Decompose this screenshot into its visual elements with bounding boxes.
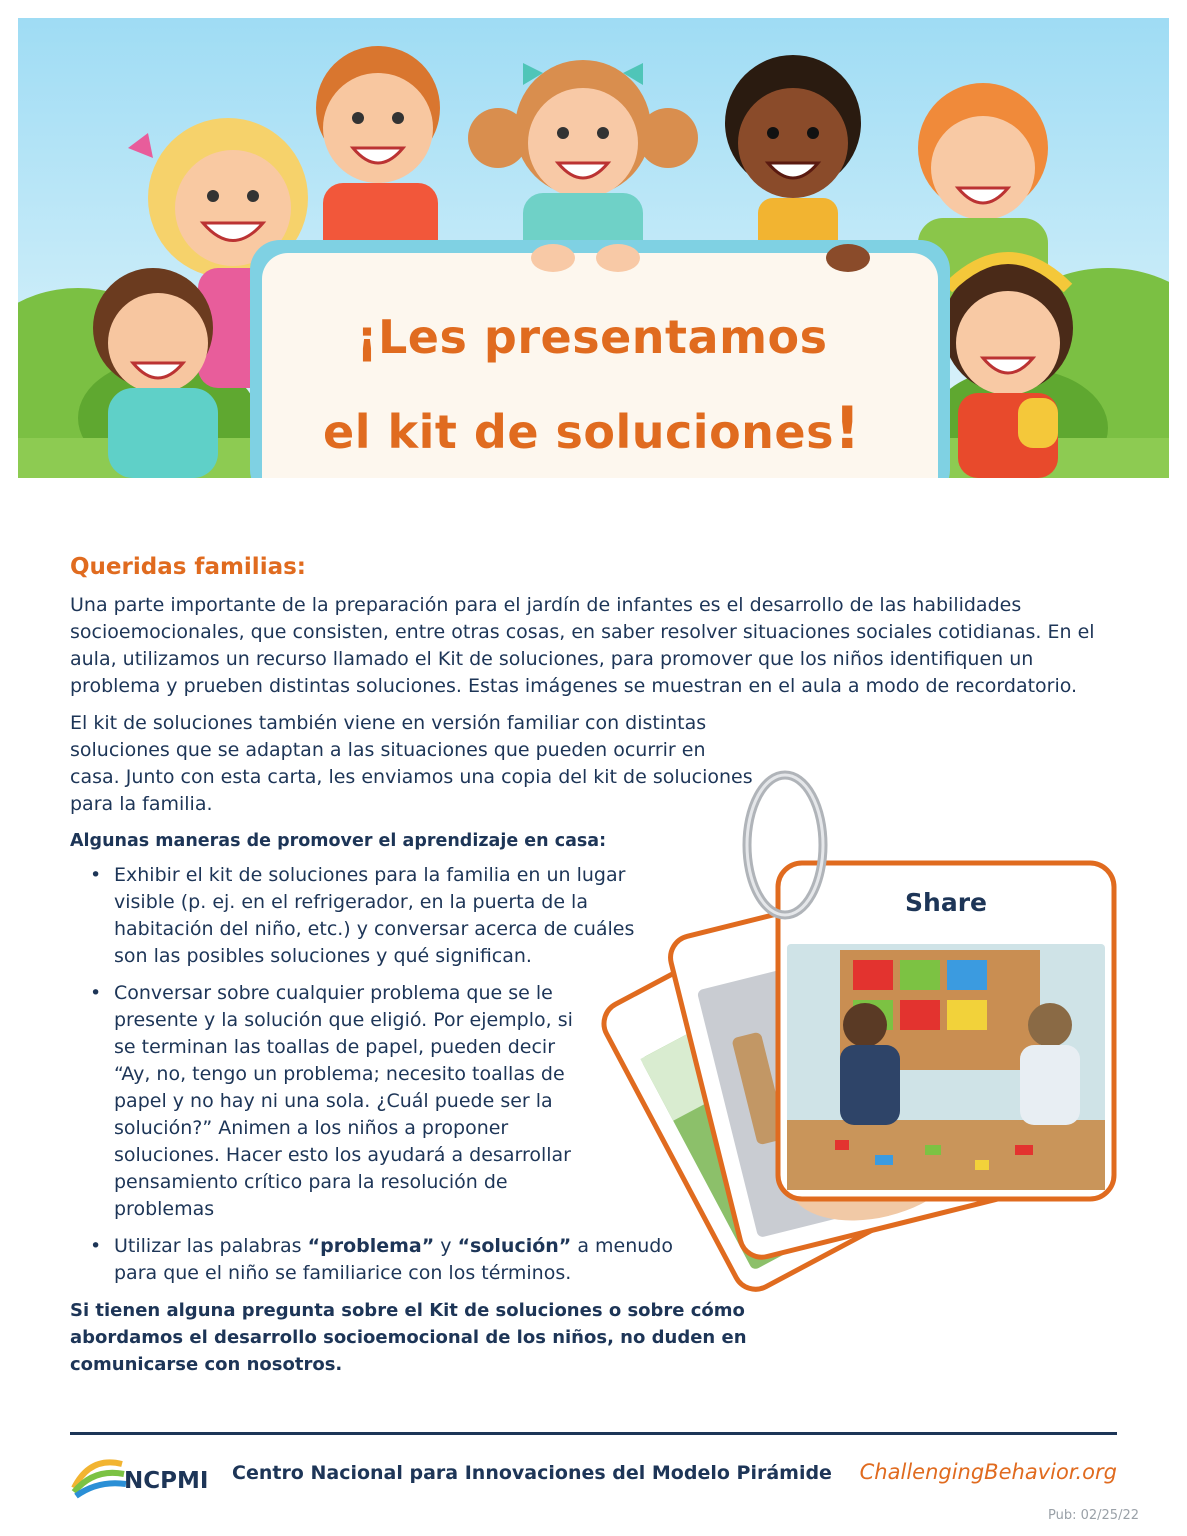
- tip3-mid: y: [434, 1235, 458, 1257]
- footer-divider: [70, 1432, 1117, 1435]
- tip3-word-problem: “problema”: [307, 1235, 435, 1257]
- tip-item-display: • Exhibir el kit de soluciones para la familia en un lugar visible (p. ej. en el refrigerador, en la puerta de la habitación del niño, etc.) y conversar acerca de cuáles son las posibles soluciones y qué significan.: [90, 862, 654, 970]
- organization-name: Centro Nacional para Innovaciones del Modelo Pirámide: [232, 1462, 832, 1484]
- paragraph-family-kit: El kit de soluciones también viene en versión familiar con distintas soluciones que se adaptan a las situaciones que pueden ocurrir en casa. Junto con esta carta, les enviamos una copia del kit de soluciones para la familia.: [70, 712, 753, 815]
- title-line-2-text: el kit de soluciones: [323, 405, 834, 459]
- footer: [70, 1452, 1117, 1502]
- kid-headband: [943, 258, 1073, 478]
- title-exclamation: !: [834, 394, 861, 462]
- title-line-2: [262, 394, 922, 462]
- tip3-pre: Utilizar las palabras: [114, 1235, 308, 1257]
- ncpmi-logo: [70, 1452, 210, 1504]
- title-line-1: ¡Les presentamos: [356, 310, 828, 364]
- publication-date: Pub: 02/25/22: [1048, 1508, 1139, 1523]
- tip3-word-solution: “solución”: [457, 1235, 572, 1257]
- card-label: Share: [905, 888, 987, 917]
- tip-item-vocabulary: [90, 1233, 674, 1287]
- solution-cards-illustration: [595, 760, 1135, 1300]
- tip-item-discuss: • Conversar sobre cualquier problema que se le presente y la solución que eligió. Por ejemplo, si se terminan las toallas de papel, pueden decir “Ay, no, tengo un problema; necesito toallas de papel y no hay ni una sola. ¿Cuál puede ser la solución?” Animen a los niños a proponer soluciones. Hacer esto los ayudará a desarrollar pensamiento crítico para la resolución de problemas: [90, 980, 584, 1223]
- tip3-post: a menudo para que el niño se familiarice con los términos.: [114, 1235, 673, 1284]
- greeting: Queridas familias:: [70, 554, 306, 580]
- paragraph-intro: Una parte importante de la preparación para el jardín de infantes es el desarrollo de las habilidades socioemocionales, que consisten, entre otras cosas, en saber resolver situaciones sociales cotidianas. En el aula, utilizamos un recurso llamado el Kit de soluciones, para promover que los niños identifiquen un problema y prueben distintas soluciones. Estas imágenes se muestran en el aula a modo de recordatorio.: [70, 594, 1095, 697]
- tips-heading: Algunas maneras de promover el aprendizaje en casa:: [70, 831, 607, 851]
- closing-note: Si tienen alguna pregunta sobre el Kit de soluciones o sobre cómo abordamos el desarrollo socioemocional de los niños, no duden en comunicarse con nosotros.: [70, 1300, 747, 1375]
- logo-text: NCPMI: [124, 1468, 209, 1494]
- website-link[interactable]: ChallengingBehavior.org: [859, 1460, 1117, 1484]
